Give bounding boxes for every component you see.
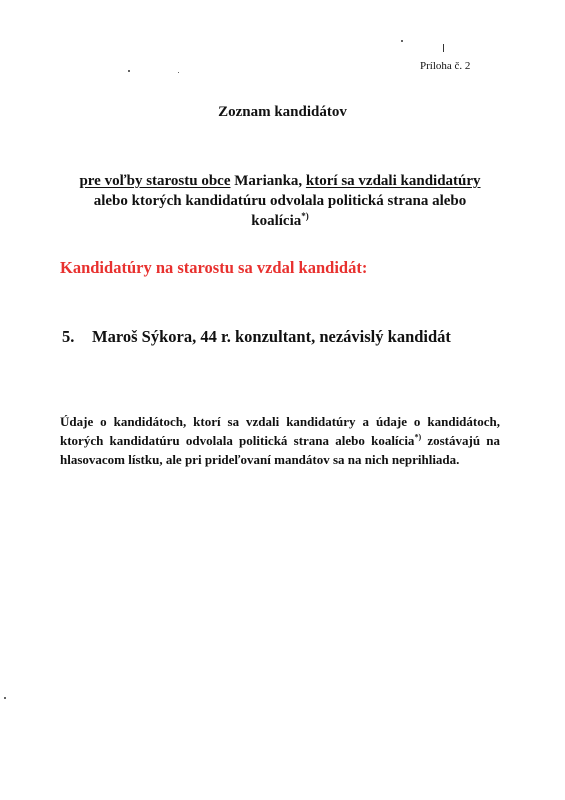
footnote-mark: *)	[301, 211, 309, 221]
document-subtitle	[40, 171, 520, 231]
candidate-details: Maroš Sýkora, 44 r. konzultant, nezávislý kandidát	[92, 327, 451, 346]
scan-speck	[128, 70, 130, 72]
subtitle-line-3-text: koalícia	[251, 213, 302, 229]
scan-speck	[4, 697, 6, 699]
section-heading: Kandidatúry na starostu sa vzdal kandidát:	[60, 258, 368, 277]
candidate-entry	[62, 327, 451, 347]
info-paragraph-text: Údaje o kandidátoch, ktorí sa vzdali kandidatúry a údaje o kandidátoch, ktorých kandidatúru odvolala politická strana alebo koalícia	[60, 414, 500, 448]
info-paragraph-text-end: zostávajú na hlasovacom lístku, ale pri prideľovaní mandátov sa na nich neprihliada.	[60, 433, 500, 467]
subtitle-line-1	[40, 171, 520, 191]
document-title: Zoznam kandidátov	[218, 104, 347, 120]
subtitle-line-3	[40, 211, 520, 231]
scan-speck	[443, 44, 444, 52]
subtitle-line-2: alebo ktorých kandidatúru odvolala politická strana alebo	[93, 193, 467, 209]
info-paragraph	[60, 412, 500, 469]
footnote-mark: *)	[414, 432, 422, 442]
subtitle-municipality: Marianka,	[230, 173, 306, 189]
subtitle-underlined-text: pre voľby starostu obce	[79, 173, 231, 189]
candidate-number: 5.	[62, 327, 75, 346]
attachment-label: Príloha č. 2	[420, 60, 471, 72]
subtitle-underlined-text: ktorí sa vzdali kandidatúry	[305, 173, 481, 189]
scan-speck	[178, 72, 179, 73]
scan-speck	[401, 40, 403, 42]
